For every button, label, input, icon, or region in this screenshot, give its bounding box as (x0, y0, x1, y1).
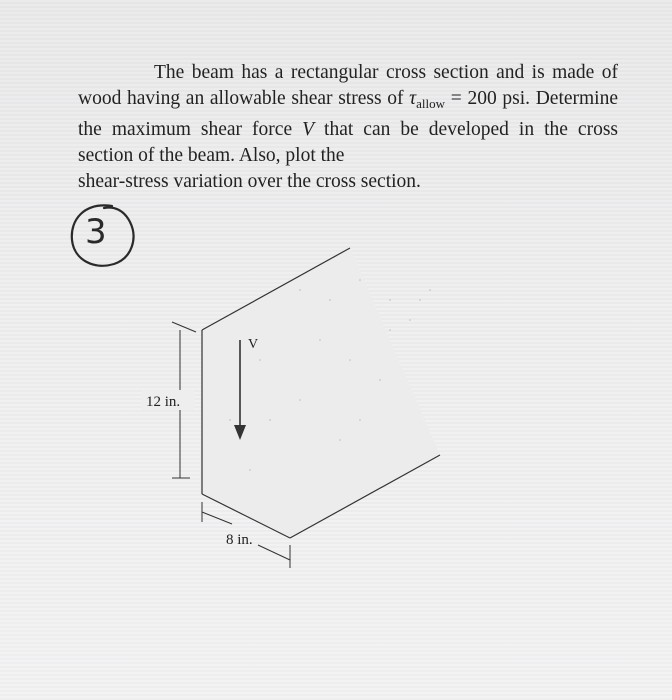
beam-body (200, 248, 440, 538)
equals-sign: = (445, 88, 462, 109)
width-label: 8 in. (226, 532, 253, 548)
problem-line-1: The beam has a rectangular cross section and is (154, 62, 545, 83)
problem-line-3b: that can be (314, 119, 419, 140)
problem-line-4: developed in the cross section of the beam. Also, plot the (78, 119, 619, 166)
height-dimension-top-tick (172, 322, 196, 332)
tau-subscript: allow (416, 96, 446, 111)
tau-symbol: τ (409, 88, 417, 109)
shear-force-label: V (248, 337, 259, 352)
problem-line-2: made of wood having an allowable shear stress of (78, 62, 618, 109)
height-label: 12 in. (146, 394, 181, 410)
width-dimension-line-right (258, 545, 290, 560)
width-dimension-line-left (202, 512, 232, 524)
problem-number-label: 3 (85, 212, 107, 252)
problem-line-3a: 200 psi. Determine the maximum shear force (78, 88, 619, 140)
problem-line-5: shear-stress variation over the cross section. (78, 171, 421, 192)
shear-force-variable: V (302, 119, 315, 140)
